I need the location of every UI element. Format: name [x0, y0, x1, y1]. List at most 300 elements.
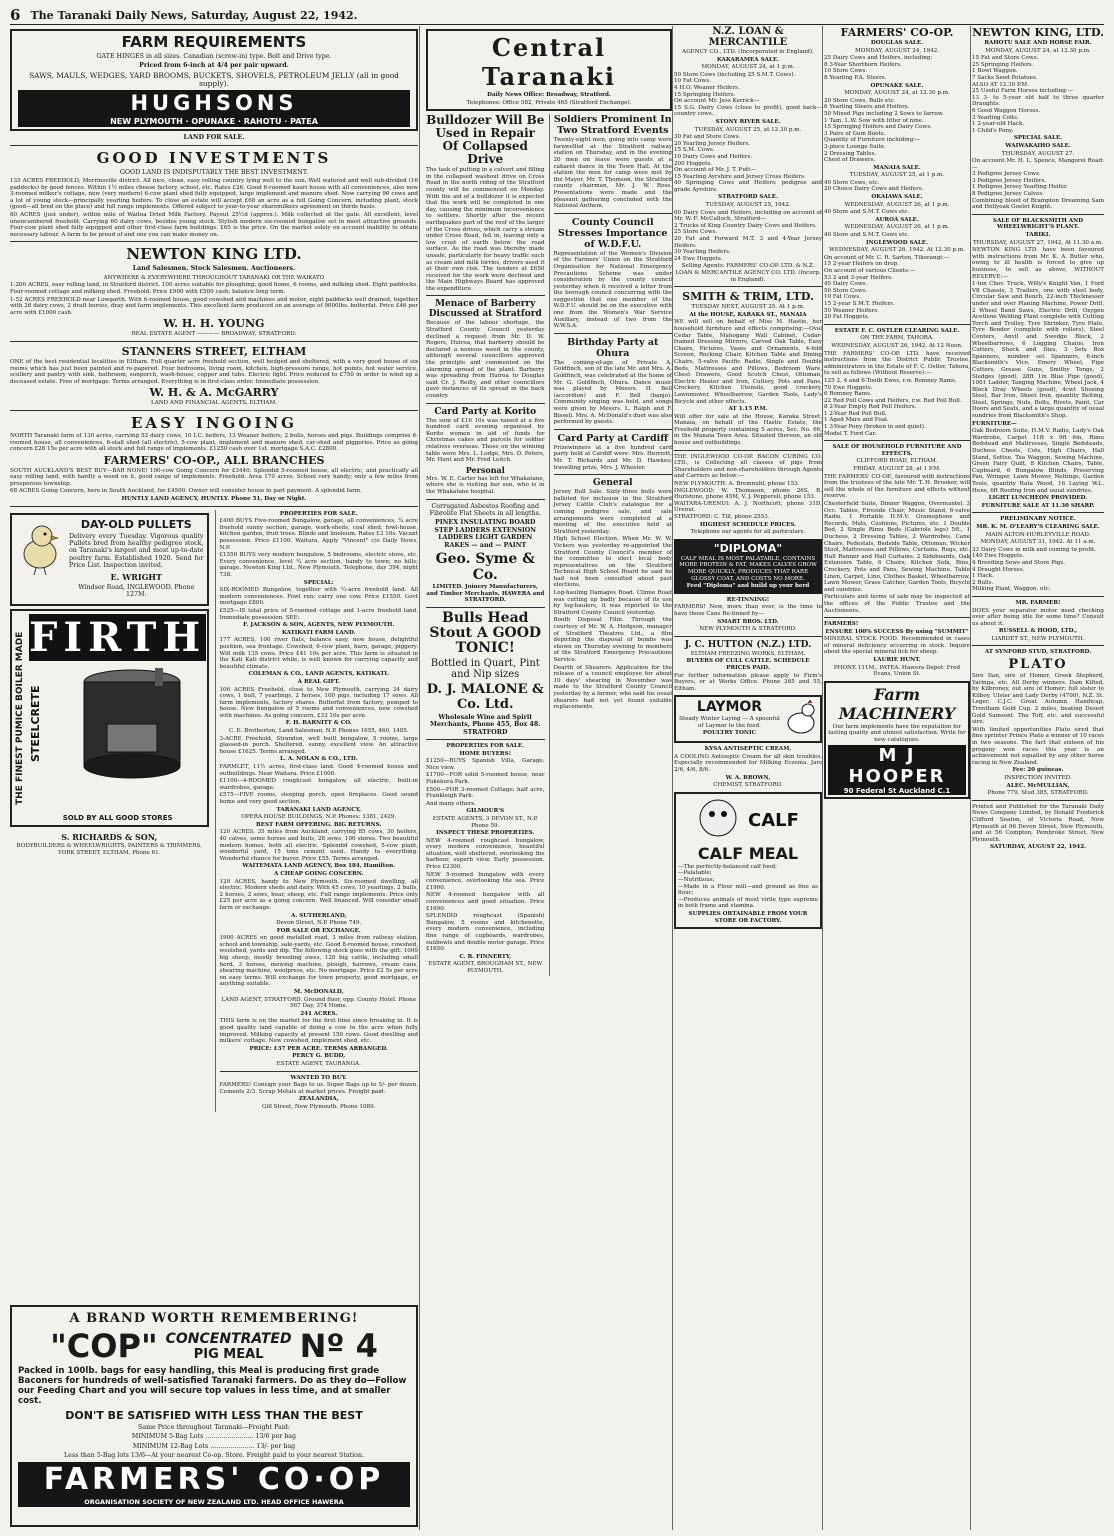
ad-title: DAY-OLD PULLETS: [80, 517, 192, 531]
divider: [554, 429, 673, 430]
advertiser-address: YORK STREET, ELTHAM. Phone 61.: [58, 850, 161, 857]
agent-name: TARANAKI LAND AGENCY,: [276, 806, 361, 813]
advertiser-name: ZEALANDIA,: [298, 1096, 339, 1103]
divider: [972, 596, 1104, 597]
column-rule: [672, 26, 673, 1530]
ad-subtitle: AGENCY CO., LTD. (Incorporated in England).: [682, 49, 814, 55]
sale-date: WEDNESDAY, AUGUST 26, at 1 p.m.: [844, 224, 950, 231]
sale-date: WEDNESDAY, AUGUST 26, at 1 p.m.: [844, 201, 950, 208]
cop-concentrated: CONCENTRATED: [165, 1330, 292, 1347]
diploma-brand: "DIPLOMA": [713, 541, 783, 555]
chick-illustration: [15, 518, 65, 578]
divider: [426, 499, 545, 500]
advertiser-address: ELTHAM FREEZING WORKS, ELTHAM.: [690, 650, 806, 657]
calf-meal-brand: CALF MEAL: [697, 843, 799, 863]
listing-text: 120 ACRES, 35 miles from Auckland, carrying 85 cows, 30 heifers, 40 calves, some horses and bulls, 28 sows, 100 stores. Two beautiful modern homes, both all electric. Splendid cowshed, 5-cow plant, wonderful yard, 15 tons cement used. Handy to everything. Wonderful chance for buyer. Price £55. Terms arranged.: [219, 829, 418, 862]
hooper-machinery-ad: [824, 681, 970, 799]
diploma-calf-meal-ad: [674, 539, 822, 594]
hen-icon: [784, 699, 818, 739]
section-heading: SPECIAL:: [303, 579, 334, 586]
masthead-text: The Taranaki Daily News, Saturday, August 22, 1942.: [30, 8, 358, 22]
divider: [972, 645, 1104, 646]
ad-title: A BRAND WORTH REMEMBERING!: [69, 1311, 359, 1326]
advertiser-name: E. WRIGHT: [110, 571, 162, 582]
advertiser-name: RUSSELL & HOOD, LTD.,: [998, 628, 1078, 635]
sale-date: MONDAY, AUGUST 24, 1942.: [855, 47, 939, 54]
price-line: MINIMUM 12-Bag Lots ...................... 13/- per bag: [132, 1442, 296, 1450]
advertiser-name: J. C. HUTTON (N.Z.) LTD.: [684, 639, 812, 650]
sale-heading: AUROA SALE.: [875, 216, 919, 223]
column-rule: [970, 26, 971, 1530]
agent-name: PERCY G. BUDD,: [292, 1053, 346, 1060]
listing-text: THIS farm is on the market for the first time since breaking in. It is good quality land capable of doing a cow to the acre when fully improved. Milking capacity at present 150 cows. Good dwelling and milkers' cottage. New cowshed, implement shed, etc.: [219, 1018, 418, 1045]
ad-title: Bulls Head Stout A GOOD TONIC!: [429, 609, 542, 656]
article-body: Representation of the Women's Division of the Farmers' Union on the Stratford Organisation for National Emergency Precautions Scheme was under consideration by the county council yesterday when it received a letter from the borough council concurring with the suggestion that one member of the W.D.F.U. should be on the executive with one from the Women's War Service Auxiliary, instead of two from the W.W.S.A.: [553, 250, 672, 330]
hooper-address: 90 Federal St Auckland C.1: [828, 787, 966, 795]
hughsons-towns: NEW PLYMOUTH · OPUNAKE · RAHOTU · PATEA: [18, 116, 410, 127]
sale-date: AT 1.15 P.M.: [728, 406, 768, 413]
ad-text: INSPECTION INVITED.: [1004, 774, 1072, 781]
cop-pig-meal-ad: [10, 1305, 418, 1527]
agent-name: FARMERS' CO-OP., ALL BRANCHES: [103, 453, 325, 467]
listing-text: £1100—4-ROOMED roughcast bungalow, all electric, built-in wardrobes, garage.: [219, 778, 418, 791]
listing-text: FARMLET, 11½ acres, first-class land. Good 4-roomed house and outbuildings. Near Waitara. Price £1000.: [219, 764, 418, 777]
agent-name: M. McDONALD,: [294, 989, 344, 996]
central-left: [426, 114, 545, 975]
article-body: High School Election. When Mr. W. W. Vickers was yesterday re-appointed the Stratford County Council's member of the committee to elect local body representatives on the Stratford Technical High School Board he said he had not been consulted about past elections.: [553, 536, 672, 589]
sale-date: MONDAY, AUGUST 24, at 12.30 p.m.: [844, 90, 950, 97]
sale-text: THE FARMERS' CO-OP., favoured with instructions from the trustees of the late Mr. T. H. Brooker, will sell the whole of the furniture and effects without reserve.: [824, 473, 970, 500]
divider: [10, 341, 418, 342]
ad-text: GATE HINGES in all sizes. Canadian (screw-in) type. Bolt and Drive type.: [96, 53, 332, 60]
listing-text: 68 ACRES Going Concern, here in South Auckland, for £4500. Owner will consider house in part payment. A splendid farm.: [10, 488, 362, 495]
sale-heading: At the HOUSE, KARAKA ST., MANAIA: [689, 311, 807, 318]
ad-subtitle: GOOD LAND IS INDISPUTABLY THE BEST INVESTMENT.: [119, 168, 309, 176]
cop-pig-meal: PIG MEAL: [193, 1346, 264, 1362]
central-right: [549, 114, 673, 975]
sale-heading: SALE OF HOUSEHOLD FURNITURE AND EFFECTS.: [832, 444, 962, 457]
left-subcolumn: [10, 510, 209, 1112]
sale-items: 15 Fat and Store Cows. 25 Springing Heifers. 1 Bowl Waggon. 7 Sacks Seed Potatoes. ALSO AT 12.30 P.M. 25 Useful Farm Horses including:— 13 3- to 5-year old half to three quarter Draughts. 6 Good Waggon Horses. 3 Yearling Colts. 1 2-year-old Hack. 1 Child's Pony.: [972, 55, 1104, 134]
sale-items: Chesterfield Suite, Dinner Waggon, Overmantel, 3 Occ. Tables, Fireside Chair, Music Stand, 6-valve Radio, 1 Portable H.M.V. Gramophone and Records, Mats, Cushions, Pictures, etc. 1 Double Bed, 2 Single Rimu Beds (Cabriole legs) 5ft., 1 Duchess, 2 Dressing Tables, 2 Wardrobes, Cane Chairs, Pedestals, Bedside Table, Ottoman, Wicker Stool, Mattresses and Pillows, Curtains, Rugs, etc. Hall Runner and Hall Curtains. 2 Sideboards, Oak Extension Table, 6 Chairs, Kitchen Sofa, Bins, Crockery, Pots and Pans, Sewing Machine, Table Linen, Carpet, Lino, Clothes Basket, Wheelbarrow, Lawn Mower, Grass Catcher, Garden Tools, Bicycle and sundries.: [824, 501, 970, 593]
column-4: [674, 26, 822, 1530]
sale-date: TUESDAY, AUGUST 25, 1942.: [705, 202, 791, 209]
sale-heading: INGLEWOOD SALE.: [865, 239, 929, 246]
sale-date: MONDAY, AUGUST 31, 1942. At 11 a.m.: [980, 539, 1096, 546]
listing-text: 1900 ACRES on good metalled road, 3 miles from railway station, school and township, sale-yards, etc. Good 8-roomed house, cowshed, woolshed, yards and dip. The following stock goes with the gift: 1000 big sheep, mostly breeding ewes, 120 big cattle, including small herd, 3 horses, mowing machine, plough, harrows, cream cans, shearing machine, woolpress, etc. No mortgage. Price £2 5s per acre on easy terms. Will exchange for town property, good mortgage, or anything suitable.: [219, 935, 418, 988]
listing-text: £1700—FOR solid 5-roomed house, near Pukekura Park.: [426, 772, 545, 785]
ad-text: DOES your separator motor need checking over after being idle for some time? Consult us about it.: [972, 607, 1104, 627]
article-headline: Birthday Party at Ohura: [567, 336, 659, 359]
sale-heading: MR. K. M. O'LEARY'S CLEARING SALE.: [976, 523, 1100, 530]
divider: [674, 450, 822, 451]
ad-text: FARMERS! Consign your Bags to us. Super Bags up to 5/- per dozen. Cements 2/3. Scrap Metals at market prices. Freight paid.: [219, 1082, 418, 1095]
ad-text: Delivery every Tuesday. Vigorous quality Pullets bred from healthy pedigree stock, on Taranaki's largest and most up-to-date poultry farm. Established 1920. Send for Price List. Inspection invited.: [69, 532, 204, 570]
article-body: Mrs. W. E. Carter has left for Whakatane, where she is visiting her son, who is in the Whakatane hospital.: [426, 475, 545, 495]
advertiser-address: PHONE 111M., PATEA. Hawera Depot: Fred Evans, Union St.: [833, 664, 961, 678]
agent-name: W. H. & A. McGARRY: [149, 386, 279, 400]
advertiser-address: LIARDET ST., NEW PLYMOUTH.: [991, 635, 1085, 642]
agent-name: F. H. BARNITT & CO.: [285, 720, 352, 727]
column-6: [972, 26, 1104, 1530]
divider: [972, 800, 1104, 801]
divider: [220, 1071, 419, 1072]
ad-text: For further information please apply to Firm's Buyers, or at Works Office. Phone 265 and 55, Eltham.: [674, 672, 822, 692]
sale-date: WEDNESDAY, AUGUST 26, 1942. At 12.30 p.m.: [829, 247, 965, 254]
listing-text: 80 ACRES (just under), within mile of Waitoa Dried Milk Factory. Payout 25½d (approx.). Milk collected at the gate. All excellent, level unencumbered freehold. Carrying 60 dairy cows, besides young stock. Stylish modern six-roomed bungalow set in most attractive grounds. Four-cow plant shed fully equipped and other first-class farm buildings. £65 is the price. On the market solely on account inability to obtain necessary labour. A farm to be proud of and one you can make money on.: [10, 212, 418, 238]
agent-name: L. A. NOLAN & CO., LTD.: [280, 756, 358, 763]
section-heading: MR. FARMER!: [1015, 599, 1061, 606]
listing-text: £400 BUYS Five-roomed Bungalow, garage, all conveniences, ¼ acre freehold sunny section, garage, work-sheds, coal shed, fowl-house, kitchen garden, fruit trees. Blinds and linoleum. Rates £3 10s. Vacant possession. Price £1100. Waitara, Apply "Vincent" c/o Daily News, N.P.: [219, 518, 418, 551]
section-phone: Telephones: Office 582, Private 465 (Stratford Exchange).: [466, 99, 632, 106]
ad-text: SAWS, MAULS, WEDGES, YARD BROOMS, BUCKETS, SHOVELS, PETROLEUM JELLY (all in good supply).: [29, 70, 399, 89]
section-heading: FOR SALE OR EXCHANGE.: [276, 927, 361, 934]
sale-heading: RAHOTU SALE AND HORSE FAIR.: [984, 40, 1092, 46]
ad-title: STANNERS STREET, ELTHAM: [121, 344, 307, 358]
ad-title: SMITH & TRIM, LTD.: [682, 290, 814, 304]
ad-text: Corrugated Asbestos Roofing and Fibrolite Flat Sheets in all lengths.: [429, 502, 541, 517]
agent-name: F. JACKSON & SON, AGENTS, NEW PLYMOUTH.: [243, 622, 395, 629]
sale-items: 40 Store and S.M.T. Cows etc.: [824, 209, 910, 216]
sale-heading: FURNITURE—: [972, 420, 1017, 427]
sale-date: TUESDAY NEXT, AUGUST 25. At 1 p.m.: [691, 304, 805, 311]
sale-place: ON THE FARM, TAHORA.: [860, 335, 934, 342]
sale-note: FURNITURE SALE AT 11.30 SHARP.: [981, 502, 1095, 509]
ad-text: CALF MEAL IS MOST PALATABLE, CONTAINS MORE PROTEIN & FAT, MAKES CALVES GROW MORE QUICKLY, PRODUCES THAT RARE GLOSSY COAT, AND COSTS NO MORE.: [679, 555, 817, 582]
divider: [674, 286, 822, 287]
sale-items: WE will sell on behalf of Miss M. Hastie, her household furniture and effects comprising:—Oval Cedar Table, Mahogany Wall Cabinet, Cedar-framed Dressing Mirrors, Carved Oak Table, Easy Chairs, Pictures, Vases and Ornaments, 4-fold Screen, Rocking Chair, Kitchen Table and Dining Chairs, 5-valve Pacific Radio, Single and Double Beds, Mattresses and Pillows, Bedroom Ware, Chest Drawers, Good Scotch Chest, Ottoman, Electric Heater and Iron, Cutlery, Pots and Pans, Crockery, Kitchen Utensils, good crockery, Lawnmower, Wheelbarrow, Garden Tools, Lady's Bicycle and other effects.: [674, 319, 822, 405]
divider: [972, 214, 1104, 215]
article-body: Booth Disposal Film. Through the courtesy of Mr. W. A. Hodgson, manager of Stratford Theatres Ltd., a film depicting the disposal of bombs was shown on Thursday evening to members of the Stratford Emergency Precautions Service.: [553, 617, 672, 663]
article-body: Dearth of Shearers. Application for the release of a council employee for about 10 days' shearing in November was made to the Stratford County Council yesterday by a farmer, who said his usual shearers had not yet found suitable replacements.: [553, 664, 672, 711]
ad-text: POULTRY TONIC: [702, 730, 757, 737]
advertiser-address: CHEMIST, STRATFORD.: [713, 782, 783, 789]
stallion-name: PLATO: [1008, 657, 1068, 673]
sale-place: CLIFFORD ROAD, ELTHAM.: [856, 458, 938, 465]
section-heading: A REAL GIFT.: [297, 678, 340, 685]
sale-items: 30 Fat and Store Cows. 20 Yearling Jersey Heifers. 15 S.M. Cows. 10 Dairy Cows and Heifers. 200 Hoggets. On account of Mr. J. T. Putt— 15 Yearling Ayrshire and Jersey Cross Heifers. 40 Springing Cows and Heifers; pedigree and grade Ayrshire.: [674, 134, 822, 193]
ad-title: FARMERS' CO-OP.: [840, 26, 954, 39]
listing-text: 3-ACRE Freehold, Strandon, well built bungalow, 5 rooms, large glassed-in porch. Sheltered, sunny, excellent view. An attractive house £1625. Terms arranged.: [219, 735, 418, 755]
sale-heading: OKAIAWA SALE.: [871, 194, 923, 201]
agent-address: ESTATE AGENT, BROUGHAM ST., NEW PLYMOUTH.: [428, 961, 543, 974]
ad-text: With limited opportunities Plato sired that fine sprinter Prince Plato a winner of 10 races in two seasons. The fact that sixteen of his progeny won races this year is an achievement not equalled by any other horse racing in New Zealand.: [972, 726, 1104, 766]
sale-heading: OPUNAKE SALE.: [870, 82, 924, 89]
sale-date: FRIDAY, AUGUST 28, at 1 P.M.: [853, 466, 941, 473]
divider: [674, 636, 822, 637]
right-subcolumn: [215, 510, 419, 1112]
richards-ad: [10, 830, 209, 860]
divider: [972, 512, 1104, 513]
hughsons-logo: HUGHSONS: [18, 90, 410, 116]
listing-text: SPLENDID roughcast (Spanish) Bungalow, 5 rooms and kitchenette, every modern convenience, including fine range of cupboards, wardrobes, sunbowls and double motor garage. Price £1650.: [426, 913, 545, 953]
price-line: Less than 5-Bag lots 13/6—At your nearest Co-op. Store. Freight paid to your nearest Station.: [63, 1452, 364, 1460]
sale-items: 40 Store and S.M.T. Cows etc.: [824, 232, 910, 239]
section-heading: BEST FARM OFFERING. BIG RETURNS.: [256, 821, 382, 828]
ad-text: —The perfectly-balanced calf food; —Palatable; —Nutritious; —Made in a Flour mill—and ground as fine as flour; —Produces animals of most virile type supreme in both frame and stamina.: [678, 863, 818, 910]
article-body: Log-hauling Damages Road. Climie Road was cutting up badly because of its use by log-haulers, it was reported to the Stratford County Council yesterday.: [553, 590, 672, 616]
column-1: [10, 26, 418, 1530]
sale-items: 125 2, 4 and 6-Tooth Ewes, r.w. Romney Rams. 70 Ewe Hoggets. 6 Romney Rams. 22 Red Poll Cows and Heifers, r.w. Red Poll Bull. 8 2-Year Empty Red Poll Heifers. 1 2-Year Red Poll Bull. 1 Aged Mare and Foal. 1 3-Year Pony (broken in and quiet). Model T. Ford Car.: [824, 377, 962, 437]
sale-date: MONDAY, AUGUST 24, at 1 p.m.: [701, 64, 795, 71]
section-heading: WANTED TO BUY.: [290, 1074, 347, 1081]
section-heading: KATIKATI FARM LAND.: [281, 629, 356, 636]
ad-subtitle: Land Salesmen. Stock Salesmen. Auctioneers.: [132, 265, 296, 273]
article-headline: General: [592, 478, 633, 489]
column-rule: [419, 26, 420, 1530]
divider: [426, 739, 545, 740]
advertiser-address: Wholesale Wine and Spirit Merchants, Phone 455, Box 48. STRATFORD: [430, 713, 541, 736]
listing-text: 177 ACRES, 100 river flats, balance easy, new house, delightful position, sea frontage. Cowshed, 6-cow plant, barn, garage, piggery. Will milk 135 cows. Price £41 10s per acre. This farm is situated in the Kati Kati district while, is well known for carrying capacity and beautiful climate.: [219, 637, 418, 670]
laymor-brand: LAYMOR: [696, 699, 763, 716]
advertiser-name: D. J. MALONE & Co. Ltd.: [426, 681, 544, 712]
article-body: The sum of £16 10s was raised at a five hundred card evening organised by Korito women in aid of funds for Christmas cakes and parcels for soldier relatives overseas. Those on the winning table were Mrs. L. Lodge, Mrs. D. Peters, Mr. Hunt and Mr. Fred Leitch.: [426, 417, 545, 464]
ad-slogan: DON'T BE SATISFIED WITH LESS THAN THE BEST: [65, 1409, 363, 1422]
ad-text: Our farm implements have the reputation for lasting quality and utmost satisfaction. Write for new catalogues.: [828, 723, 966, 744]
listing-text: NEW 5-roomed bungalow with every convenience, overlooking the sea. Price £1900.: [426, 871, 545, 891]
ad-text: BUYERS OF CULL CATTLE. SCHEDULE PRICES PAID.: [686, 658, 810, 671]
firth-sold-by: SOLD BY ALL GOOD STORES: [62, 813, 173, 822]
section-heading: PROPERTIES FOR SALE.: [446, 742, 525, 749]
section-heading: AT SYNFORD STUD, STRATFORD.: [984, 649, 1092, 656]
listing-text: 1-200 ACRES, easy rolling land, in Stratford district. 100 acres suitable for ploughing; good home, 6 rooms, and milking shed. Eight paddocks. Four-roomed cottage and milking shed. Freehold. Price £900 with £500 cash; balance long term.: [10, 282, 418, 295]
article-body: Prizewinners at a five hundred card party held at Cardiff were: Mrs. Herriott, Mr. T. Richards and Mr. D. Hawkes; travelling prize, Mrs. J. Wheeler.: [553, 444, 672, 471]
sale-date: THURSDAY, AUGUST 27, 1942, At 11.30 a.m.: [973, 239, 1103, 246]
divider: [426, 295, 545, 296]
price-text: PRICE: £37 PER ACRE. TERMS ARRANGED.: [249, 1045, 388, 1052]
ad-text: THE INGLEWOOD CO-OP. BACON CURING CO. LTD., is Collecting all classes of pigs from Shareholders and non-shareholders through Agents and Carriers as below:—: [674, 453, 822, 480]
listing-text: £525—IS total price of 5-roomed cottage and 1-acre freehold land. Immediate possession. SEE:: [219, 607, 418, 621]
ad-text: Bottled in Quart, Pint and Nip sizes: [430, 657, 540, 680]
advertiser-name: W. A. BROWN,: [725, 774, 771, 781]
advertiser-name: LAURIE HUNT.: [873, 657, 921, 664]
ad-title: NEWTON KING LTD.: [126, 245, 302, 264]
divider: [426, 403, 545, 404]
listing-text: £1250—BUYS Spanish Villa, Garage. Nice view.: [426, 758, 545, 771]
listing-text: SIX-ROOMED Bungalow, together with ½-acre freehold land. All modern conveniences. Fowl run; carry one cow. Price £1550. Govt mortgage £800.: [219, 587, 418, 607]
sale-text: NEWTON KING LTD. have been favoured with instructions from Mr. K. A. Butler who, owing to ill health is forced to give up business, to sell as above, WITHOUT RESERVE:—: [972, 247, 1104, 280]
listing-text: ONE of the best residential localities in Eltham. Full quarter acre freehold section, well hedged and sheltered, with a very good house of six rooms which has just been painted and re-papered. Four bedrooms, living room, kitchen, high-pressure range, hot points, hot water service, scullery and pantry with sink, bathroom, sunporch, wash-house, copper and tubs. Electric light. Price reduced to £750 in order to wind up a deceased estate. Free of mortgage. Terms arranged. Everything is in first-class order. Immediate possession.: [10, 358, 418, 385]
sale-items: 40 Store Cows, etc. 20 Choice Dairy Cows and Heifers.: [824, 179, 924, 193]
sale-items: On account Mr. H. L. Spence, Mangorei Road:— 3 Pedigree Jersey Cows. 3 Pedigree Jersey Heifers. 1 Pedigree Jersey Yearling Heifer. 8 Pedigree Jersey Calves. Combining blood of Brampton Dreaming Sam and Hollyoak Goelet Knight.: [972, 158, 1104, 211]
ad-title: FARM REQUIREMENTS: [121, 33, 307, 51]
selling-agents: Selling Agents: FARMERS' CO-OP. LTD. & N.Z. LOAN & MERCANTILE AGENCY CO. LTD. (Incorp. in England).: [675, 263, 821, 283]
agent-name: COLEMAN & CO., LAND AGENTS, KATIKATI.: [248, 671, 389, 678]
advertiser-name: SMART BROS. LTD.: [717, 618, 779, 625]
masthead: [10, 6, 1104, 25]
ad-text: Same Price throughout Taranaki—Freight Paid:: [138, 1424, 290, 1431]
sale-heading: DOUGLAS SALE.: [870, 40, 924, 46]
article-body: Because of the labour shortage, the Stratford County Council yesterday declined a request from Mr. D. W. Rogers, Huiroa, that barberry should be declared a noxious weed in the county, although several councillors approved the principle and commented on the alarming spread of the plant. Barberry was spreading from Huiroa to Douglas said Cr. J. Reilly, and other councillors gave instances of its spread in the back country.: [426, 320, 545, 399]
section-heading: HOME BUYERS!: [459, 750, 512, 757]
sale-heading: WAIWAKAIHO SALE.: [1005, 142, 1071, 149]
advertiser-name: S. RICHARDS & SON,: [61, 831, 158, 842]
listing-text: SOUTH AUCKLAND'S BEST BUY—BAR NONE! 100-cow Going Concern for £3440. Splendid 5-roomed house, all electric, and practically all easy rolling land, with hardly a weed on it, good range of implements. Freehold. Area 170 acres. School very handy; only a few miles from prosperous township.: [10, 467, 418, 487]
sale-place: TARIKI.: [1025, 232, 1051, 239]
listing-text: 120 ACRES, handy to New Plymouth. Six-roomed dwelling, all electric. Modern sheds and dairy. With 45 cows, 10 yearlings, 2 bulls, 2 horses, 2 sows, boar, sheep, etc. Full range implements. Price only £25 per acre as a going concern. Well financed. Will consider small farm or exchange.: [219, 878, 418, 911]
sale-heading: MANAIA SALE.: [873, 164, 921, 171]
listing-text: NORTH Taranaki farm of 130 acres, carrying 52 dairy cows, 10 I.C. heifers, 13 Weaner heifers, 2 bulls, horses and pigs. Buildings comprise 6-roomed house, all conveniences, 6-stall shed (all electric), 5-cow plant, implement and manure shed, car-shed and piggeries. Price as going concern £28 15s per acre with all stock and full range of implements. £1250 cash over 1st. mortgage S.A.C. £2800.: [10, 432, 418, 453]
central-two-cols: [426, 114, 672, 975]
section-heading: A CHEAP GOING CONCERN.: [274, 870, 364, 877]
section-heading: INSPECT THESE PROPERTIES.: [436, 830, 535, 837]
farmers-coop-logo: FARMERS' CO·OP: [18, 1462, 410, 1497]
sale-heading: PRELIMINARY NOTICE.: [1000, 516, 1076, 523]
divider: [10, 410, 418, 411]
column-5: [824, 26, 970, 1530]
divider: [10, 506, 418, 507]
agent-list: NEW PLYMOUTH: A. Bremnuhl, phone 153. INGLEWOOD: W. Thomason, phone 26S, R. Hurlstone, phone 45M, V. J. Pepperell, phone 153. WAITARA-URENUI: A. J. Northcott, phone 31D, Urenui. STRATFORD: C. Till, phone 2553.: [674, 481, 822, 520]
publisher-imprint: Printed and Published for the Taranaki Daily News Company Limited, by Donald Frederick Clifford Seaton, of Victoria Road, New Plymouth at 96 Devon Street, New Plymouth, and at 56 Compton, Pembroke Street, New Plymouth.: [972, 803, 1104, 843]
listing-text: NEW 4-roomed roughcast bungalow, every modern convenience, beautiful situation, well sheltered, overlooking the harbour, superb view. Early possession. Price £2300.: [426, 837, 545, 871]
calf-head-icon: [678, 796, 814, 840]
column-central-taranaki: [426, 26, 672, 1530]
listing-text: £575—FIVE rooms, sleeping porch, open fireplaces. Good sound home and very good section.: [219, 792, 418, 805]
advertiser-name: ALEC. McMULLIAN,: [1006, 782, 1070, 789]
cop-number: Nº 4: [299, 1327, 378, 1365]
agent-name: C. R. FINNERTY,: [459, 953, 512, 960]
agent-name: A. SUTHERLAND,: [291, 912, 347, 919]
sale-date: WEDNESDAY, AUGUST 26, 1942. At 12 Noon.: [831, 342, 963, 349]
listing-text: And many others.: [426, 800, 477, 807]
sale-date: MONDAY, AUGUST 24, at 12.30 p.m.: [985, 47, 1091, 54]
advertiser-address: Gill Street, New Plymouth. Phone 1089.: [262, 1103, 376, 1110]
section-heading: LAND FOR SALE.: [183, 134, 245, 142]
article-headline: Card Party at Cardiff: [557, 432, 669, 444]
divider: [824, 324, 970, 325]
farm-requirements-ad: [10, 29, 418, 131]
article-headline: County Council Stresses Importance of W.D.F.U.: [558, 216, 668, 250]
sale-text: Particulars and terms of sale may be inspected at the offices of the Public Trustee and the Auctioneers.: [824, 594, 970, 614]
article-headline: Card Party at Korito: [434, 406, 537, 417]
advertiser-trades: BODYBUILDERS & WHEELWRIGHTS, PAINTERS & TRIMMERS,: [16, 842, 202, 849]
listing-text: NEW 4-roomed bungalow with all conveniences and good situation. Price £1690.: [426, 892, 545, 912]
sale-heading: STONY RIVER SALE.: [715, 118, 781, 125]
central-taranaki-header: [426, 29, 672, 111]
ad-text: HIGHEST SCHEDULE PRICES.: [699, 521, 797, 528]
hooper-logo: M J HOOPER: [828, 745, 966, 787]
section-heading: FARMERS!: [824, 621, 859, 628]
agent-address: Devon Street, N.P. Phone 749.: [276, 920, 362, 927]
ad-title: NEWTON KING, LTD.: [972, 26, 1104, 39]
section-subtitle: Daily News Office: Broadway, Stratford.: [487, 92, 611, 98]
advertiser-address: Windsor Road, INGLEWOOD. Phone 127M.: [78, 583, 195, 599]
advertiser-name: Geo. Syme & Co.: [435, 550, 535, 583]
ad-title: GOOD INVESTMENTS: [96, 148, 332, 167]
advertiser-address: NEW PLYMOUTH & STRATFORD.: [699, 626, 797, 633]
sale-heading: KAKARAMEA SALE.: [716, 56, 780, 63]
ad-title: N.Z. LOAN & MERCANTILE: [708, 26, 788, 48]
listing-text: 106 ACRES Freehold, close to New Plymouth, carrying 34 dairy cows, 1 bull, 7 yearlings, 2 horses, 100 pigs, including 17 sows. All farm implements, factory shares. Butterfat from factory, pumped to house. New bungalow of 5 rooms and conveniences, new cowshed with machines. As going concern, £33 10s per acre.: [219, 686, 418, 719]
imprint-date: SATURDAY, AUGUST 22, 1942.: [989, 844, 1087, 851]
sale-items: 50 Store Cows (including 25 S.M.T. Cows). 10 Fat Cows. 4 H.O. Weaner Heifers. 15 Springing Heifers. On account Mr. Jess Kerrick— 15 S.G. Dairy Cows (close to profit), good back—country cows.: [674, 71, 822, 118]
ad-text: Feed "Diploma" and build up your herd: [686, 583, 810, 590]
article-headline: Personal: [465, 464, 505, 475]
ad-text: MINERAL STOCK FOOD. Recommended in cases of mineral deficiency occurring in stock. Inquire about the special mineral lick for sheep.: [824, 636, 970, 656]
sale-items: 60 Dairy Cows and Heifers, including on account of Mr. W. F. McCulloch, Stratford— 2 Trucks of King Country Dairy Cows and Heifers. 25 Store Cows. 20 Fat and Forward M.T. 3 and 4-Year Jersey Heifers. 30 Yearling Heifers. 24 Ewe Hoggets.: [674, 209, 822, 262]
article-headline: Bulldozer Will Be Used in Repair Of Collapsed Drive: [426, 113, 545, 167]
divider: [10, 241, 418, 242]
price-line: MINIMUM 5-Bag Lots ........................ 13/6 per bag: [131, 1433, 297, 1441]
sale-items: 1-ton Chev. Truck, Willy's Knight Van, 1 Ford V8 Chassis, 3 Trailers, one with steel body, Circular Saw and Bench, 22-inch Thicknesser under and over Planing Machine, Power Drill, 2 Wheel Band Saws, Electric Drill, Oxygen Acetlene Welding Plant complete with Cutting Torch and Trolley, Tyre Shrinker, Tyre Plate, Tyre Bender (complete with rollers), Steel Centers, Anvil and Swedge Block, 2 Wheelbarrows, 6 Logging Chains, Iron Cutters, Shock and Dies, 3 Sets Box Spanners, number set Spanners, 6-inch Blacksmith's Vice, Emery Wheel, Pipe Cutters, Grease Guns, Smithy Tongs, 2 Sledges (good), 28ft 1in Blue Pipe (good), 1001 Ladder, Tanging Machine, Wheel Jack, 4 Block Dray Wheels (good), 4cwt Shoeing Steel, Bar Iron, Sheet Iron, quantity Belting, Steel, Springs, Nuts, Bolts, Rivets, Paint, Car Doors and Seats, and a large quantity of usual sundries from Blacksmith's Shop.: [972, 281, 1104, 420]
divider: [426, 607, 545, 608]
sale-heading: SALE OF BLACKSMITH AND WHEELWRIGHT'S PLANT.: [992, 217, 1084, 231]
ad-text: Packed in 100lb. bags for easy handling, this Meal is producing first grade Baconers for hundreds of well-satisfied Taranaki farmers. Do as they do—Follow our Feeding Chart and you will secure top values in less time, and at smaller cost.: [18, 1366, 407, 1406]
day-old-pullets-ad: [10, 513, 209, 606]
article-headline: Menace of Barberry Discussed at Stratford: [428, 299, 542, 320]
farmers-coop-sub: ORGANISATION SOCIETY OF NEW ZEALAND LTD. HEAD OFFICE HAWERA: [18, 1497, 410, 1507]
calf-meal-ad: [674, 792, 822, 929]
agent-address: OPERA HOUSE BUILDINGS, N.P. Phones: 1381, 2429.: [241, 814, 397, 821]
sale-items: 25 Dairy Cows and Heifers, including: 8 3-Year Shorthorn Heifers. 10 Store Cows. 8 Yearling P.A. Steers.: [824, 55, 933, 81]
agent-address: LAND AND FINANCIAL AGENTS, ELTHAM.: [151, 400, 277, 407]
page-number: 6: [10, 6, 21, 24]
divider: [10, 145, 418, 146]
article-body: Twenty-eight men, going into camp were farewelled at the Stratford railway station on Thursday, and in the evening 20 men on leave were guests at a cabaret dance in the Town Hall. At the station the men for camp were met by the Mayor, Mr. T. Thomson, the Stratford county chairman, Mr. J. W. Ross. Presentations were made and the pleasant gathering concluded with the National Anthem.: [553, 137, 672, 210]
ad-subtitle: ANYWHERE & EVERYWHERE THROUGHOUT TARANAKI OR THE WAIKATO: [103, 274, 325, 281]
ad-text: Steady Winter Laying — A spoonful of Laymor to the feed.: [679, 716, 780, 729]
agent-name: W. H. H. YOUNG: [163, 317, 265, 331]
listing-text: 135 ACRES FREEHOLD, Morrinsville district. All nice, clean, easy rolling country lying well to the sun. Well watered and well sub-divided (16 paddocks) by good fences. Within 1½ miles cheese factory, school, etc. Rates £26. Good 6-roomed kauri house with all conveniences, also new 3-roomed milker's cottage, new (very modern) 6-cow plant shed fully equipped, large implement and manure shed. Now carrying 90 cows and a lot of young stock—principally yearling heifers. To close an estate will accept £68 an acre as a full Going Concern, including plant, stock (good—all bred on the place) and full range implements. Offered subject to year-to-year sharemilkers agreement on thirds basis.: [10, 178, 418, 211]
sale-items: Will offer for sale at the House, Karaka Street, Manaia, on behalf of the Hastie Estate, the Freehold property containing 5 acres, Sec. No. 66, in the Manaia Town Area. Situated thereon, an old house and outbuildings.: [674, 413, 822, 447]
sale-items: Oak Bedroom Suite, H.M.V. Radio, Lady's Oak Wardrobe, Carpet 11ft x 9ft 6in, Rimu Bedstead and Mattresses, Single Bedsteads, Duchess Chests, Cots, High Chairs, Hall Stand, Settee, Tea Waggon, Sewing Machine, Green Fairy Quilt, 8 Kitchen Chairs, Table, Cupboard, 6 Bungalow Blinds, Preserving Pan, Wringer, Lawn Mower, Nettings, Garden Tools, quantity Rata Wood, 16 Laying W.L. Hens, 6ft Roofing Iron and usual sundries.: [972, 428, 1104, 494]
sale-items: On account of Mr. C. R. Sarten, Tikorangi:— 15 2-year Heifers on drop. On account of various Clients:— 53 2 and 3-year Heifers. 45 Dairy Cows. 50 Store Cows. 10 Fat Cows. 15 2-year S.M.T. Heifers. 50 Weaner Heifers. 20 Fat Hoggets.: [824, 254, 950, 321]
firth-boiler-ad: [10, 609, 209, 827]
sale-heading: STRATFORD SALE.: [718, 194, 778, 201]
ad-text: A COOLING Antiseptic Cream for all skin troubles. Especially recommended for Milking Eczema. Jars 2/6, 4/6, 8/6.: [674, 753, 822, 774]
agent-address: C. E. Bretherton, Land Salesman, N.P. Phones 1655, 460, 1485.: [228, 728, 409, 735]
divider: [824, 440, 970, 441]
laymor-ad: [674, 695, 822, 743]
article-body: Jersey Bull Sale. Sixty-three bulls were balloted for inclusion in the Stratford Jersey Cattle Club's catalogue for a coming pedigree sale, and sale arrangements were completed at a meeting of the executive held at Stratford yesterday.: [553, 489, 672, 535]
ad-text: Telephone our agents for all particulars.: [690, 529, 806, 536]
sale-date: TUESDAY, AUGUST 25, at 12.30 p.m.: [694, 126, 802, 133]
agent-name: WAITEMATA LAND AGENCY, Box 184, Hamilton.: [242, 863, 396, 870]
agent-address: ESTATE AGENT, TAURANGA.: [276, 1060, 361, 1067]
sale-items: 20 Store Cows, Bulls etc. 6 Yearling Steers and Heifers. 50 Mixed Pigs including 2 Sows to farrow. 1 Tam. L.W. Sow with litter of nine. 15 Springing Heifers and Dairy Cows. 3 Pairs of Gum Boots. Quantity of Furniture including:— 3-piece Lounge Suite. 2 Dressing Tables. Chest of Drawers.: [824, 97, 944, 164]
ad-text: PINEX INSULATING BOARD STEP LADDERS EXTENSION LADDERS LIGHT GARDEN RAKES — and — PAINT: [434, 519, 537, 549]
article-headline: Soldiers Prominent In Two Stratford Events: [553, 114, 672, 137]
ad-text: Sire Ilan, sire of Homer, Greek Stepherd, Yaringa, etc. All Derby winners. Dam Kilted, by Kilbroney, out sire of Homer; full sister to Kilboy, Ulster and Lady Derby (4700), N.Z. St. Leger, C.J.C. Great Autumn Handicap, Trentham Gold Cup, 2 miles, beating Desert Gold Samsont. The Toff, etc. and successful sire.: [972, 673, 1104, 726]
listing-text: 1-52 ACRES FREEHOLD near Lowgarth. With 6-roomed house, good cowshed and machines and motor, eight paddocks well drained, together with 26 dairy cows, 2 draft horses, dray and farm implements. This excellent farm produced on an average of 9000lbs. butterfat. Price £46 per acre with £1000 cash.: [10, 296, 418, 316]
cop-brand: "COP": [50, 1327, 158, 1365]
advertiser-address: Phone 779, Stud 385, STRATFORD.: [987, 790, 1089, 797]
section-title: Central Taranaki: [481, 33, 617, 91]
stud-fee: Fee: 20 guineas.: [1012, 767, 1064, 774]
sale-heading: ESTATE F. C. OSTLER CLEARING SALE.: [834, 327, 960, 334]
sale-text: THE FARMERS' CO-OP. LTD. have received instructions from the District Public Trustee, administrators in the Estate of F. C. Ostler, Tahora, to sell as follows (Without Reserve):—: [824, 350, 970, 377]
listing-text: £1550 BUYS very modern bungalow, 5 bedrooms, electric stove, etc. Every convenience, level ¼ acre section, handy to town; no hills; garage. Newton King Ltd., New Plymouth. Telephone, day 394, night 738.: [219, 552, 418, 578]
boiler-illustration: [67, 664, 197, 784]
sale-note: LIGHT LUNCHEON PROVIDED.: [988, 495, 1088, 502]
article-body: The coming-of-age of Private A. Goldfinch, son of the late Mr. and Mrs. A. Goldfinch, was celebrated at the home of Mr. G. Goldfinch, Ohura. Dance music was played by Messrs. H. Bell (accordion) and F. Bell (banjo). Community singing was held, and songs were given by Messrs. L. Ralph and F. Bissell. Mrs. A. McDonald's duet was also performed by guests.: [553, 359, 672, 426]
section-heading: KYSA ANTISEPTIC CREAM.: [704, 746, 792, 753]
sale-date: THURSDAY, AUGUST 27.: [1001, 150, 1075, 157]
ad-text: Priced from 6-inch at 4/4 per pair upward.: [139, 62, 289, 70]
firth-side-text: THE FINEST PUMICE BOILER MADE: [15, 630, 25, 805]
agent-name: GILMOUR'S: [466, 808, 505, 815]
sale-heading: SPECIAL SALE.: [1013, 135, 1063, 142]
divider: [554, 474, 673, 475]
agent-address: HUNTLY LAND AGENCY, HUNTLY. Phone 51, Day or Night.: [121, 496, 307, 503]
section-heading: RE-TINNING!: [726, 596, 770, 603]
divider: [554, 333, 673, 334]
agent-address: ESTATE AGENTS, 3 DEVON ST., N.P. Phone 59.: [432, 815, 538, 829]
ad-text: ENSURE 100% SUCCESS By using "SUMMIT": [825, 628, 969, 635]
firth-logo: FIRTH: [29, 613, 207, 661]
listing-text: £500—FOR 3-roomed Cottage; half acre, Frankleigh Park.: [426, 786, 545, 800]
two-column-area: [10, 510, 418, 1112]
